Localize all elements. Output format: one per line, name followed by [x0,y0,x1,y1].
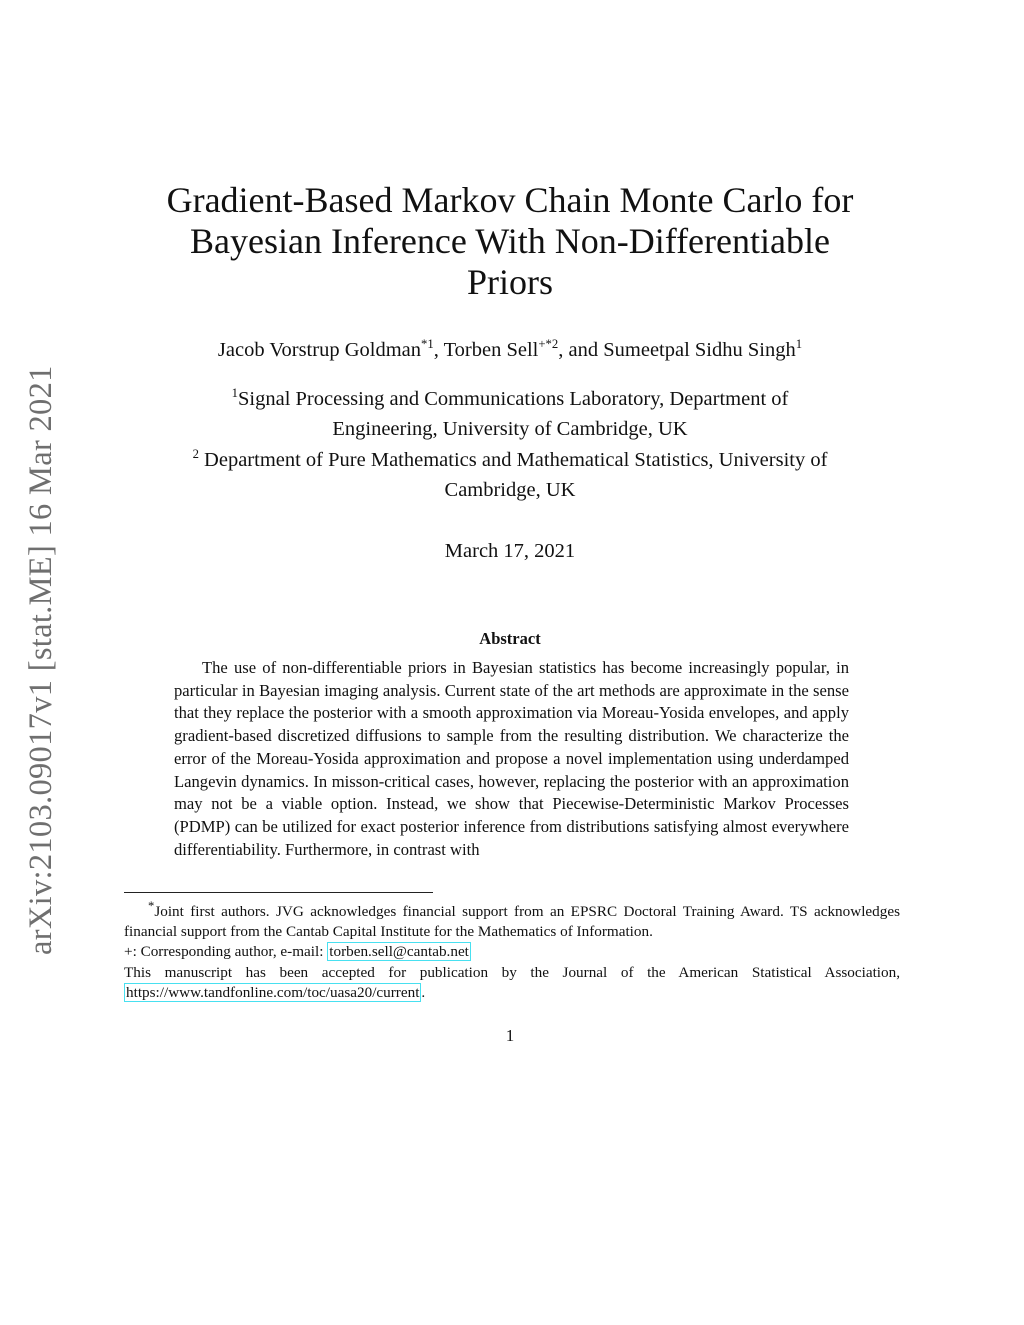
paper-title [100,180,920,303]
author-3-name: Sumeetpal Sidhu Singh [603,339,796,361]
page-number: 1 [505,1026,515,1045]
affiliation-1-line-2: Engineering, University of Cambridge, UK [332,418,688,440]
author-separator: , [433,339,444,361]
footnote-1-mark: * [148,899,155,913]
affiliation-2 [100,445,920,505]
abstract-text: The use of non-differentiable priors in Bayesian statistics has become increasingly popular, in particular in Bayesian imaging analysis. Current state of the art methods are approximate in the sense that they replace the posterior with a smooth approximation via Moreau-Yosida envelopes, and apply gradient-based discretized diffusions to sample from the resulting distribution. We characterize the error of the Moreau-Yosida approximation and propose a novel implementation using underdamped Langevin dynamics. In misson-critical cases, however, replacing the posterior with an approximation may not be a viable option. Instead, we show that Piecewise-Deterministic Markov Processes (PDMP) can be utilized for exact posterior inference from distributions satisfying almost everywhere differentiability. Furthermore, in contrast with [174,658,849,859]
affiliation-1-line-1: Signal Processing and Communications Laboratory, Department of [238,388,789,410]
footnote-3 [124,963,900,1003]
abstract-heading: Abstract [479,629,541,648]
corresponding-email-link[interactable]: torben.sell@cantab.net [329,943,469,961]
title-line-3: Priors [466,262,553,302]
affiliation-2-line-1: Department of Pure Mathematics and Mathematical Statistics, University of [198,449,828,471]
author-1-name: Jacob Vorstrup Goldman [217,339,421,361]
author-3-mark: 1 [795,337,803,352]
title-line-2: Bayesian Inference With Non-Differentiable [190,221,830,261]
affiliation-1 [100,384,920,444]
author-separator: , and [558,339,604,361]
arxiv-identifier-stamp: arXiv:2103.09017v1 [stat.ME] 16 Mar 2021 [23,365,59,955]
footnote-1 [124,896,900,942]
affiliation-1-mark: 1 [231,386,238,401]
affiliation-2-line-2: Cambridge, UK [444,479,576,501]
footnote-3-text: This manuscript has been accepted for publication by the Journal of the American Statistical Association, [124,963,900,981]
footnotes [124,896,900,1003]
footnote-2-text: +: Corresponding author, e-mail: [124,943,328,961]
author-list [100,335,920,365]
journal-url-link[interactable]: https://www.tandfonline.com/toc/uasa20/current [126,983,420,1001]
title-line-1: Gradient-Based Markov Chain Monte Carlo for [166,180,854,220]
author-2-name: Torben Sell [443,339,539,361]
footnote-3-period: . [421,983,426,1001]
author-1-mark: *1 [421,337,434,352]
author-2-mark: +*2 [538,337,559,352]
affiliation-2-mark: 2 [192,447,199,462]
paper-date: March 17, 2021 [444,540,576,562]
footnote-1-text: Joint first authors. JVG acknowledges financial support from an EPSRC Doctoral Training Award. TS acknowledges financial support from the Cantab Capital Institute for the Mathematics of Information. [124,903,900,941]
footnote-2 [124,942,900,962]
footnote-divider [124,892,433,893]
